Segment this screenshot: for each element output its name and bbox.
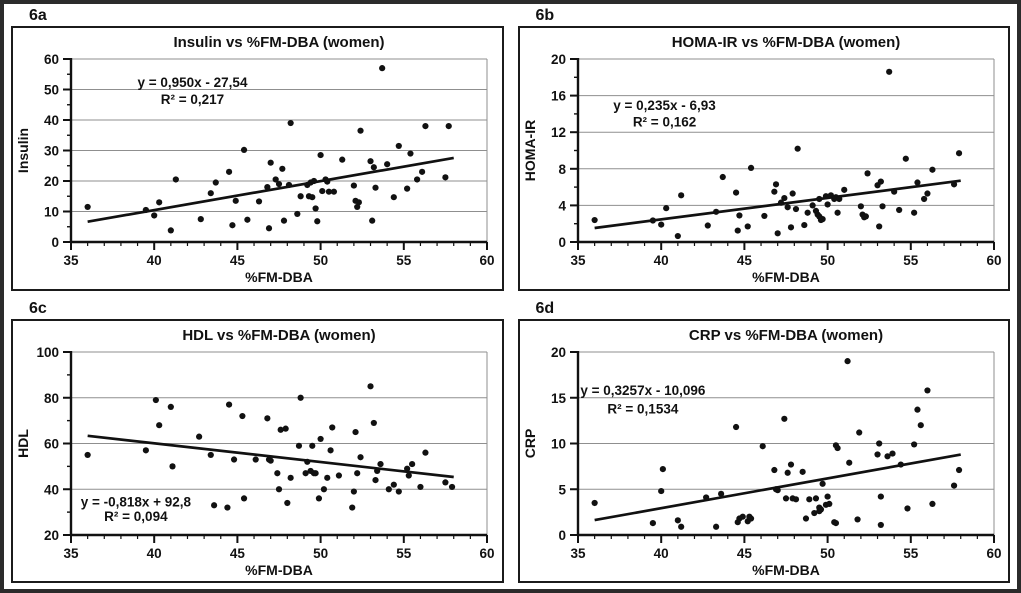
svg-text:60: 60 xyxy=(985,253,1002,268)
svg-text:60: 60 xyxy=(43,52,59,67)
svg-text:35: 35 xyxy=(63,253,79,268)
svg-text:40: 40 xyxy=(146,545,162,561)
svg-text:R² = 0,1534: R² = 0,1534 xyxy=(606,400,678,416)
svg-text:40: 40 xyxy=(43,113,59,128)
svg-text:35: 35 xyxy=(569,545,586,561)
svg-text:12: 12 xyxy=(550,125,566,141)
scatter-plot-6d xyxy=(520,321,1009,582)
panel-label-6a: 6a xyxy=(29,7,47,24)
svg-text:35: 35 xyxy=(63,545,79,561)
svg-text:20: 20 xyxy=(550,52,566,67)
svg-text:HDL vs %FM-DBA (women): HDL vs %FM-DBA (women) xyxy=(182,326,376,344)
svg-text:50: 50 xyxy=(819,253,835,268)
panel-label-6d: 6d xyxy=(535,299,555,317)
scatter-plot-6c xyxy=(13,321,502,582)
svg-text:55: 55 xyxy=(396,545,412,561)
panel-box-6d xyxy=(518,319,1011,584)
svg-text:80: 80 xyxy=(43,390,59,406)
svg-text:50: 50 xyxy=(819,545,835,561)
svg-text:R² = 0,094: R² = 0,094 xyxy=(104,508,168,524)
svg-text:55: 55 xyxy=(396,253,412,268)
panel-box-6c xyxy=(11,319,504,584)
svg-text:5: 5 xyxy=(557,481,566,497)
svg-text:60: 60 xyxy=(479,545,495,561)
svg-text:50: 50 xyxy=(313,253,329,268)
svg-text:55: 55 xyxy=(902,253,918,268)
svg-text:20: 20 xyxy=(43,174,59,189)
svg-text:%FM-DBA: %FM-DBA xyxy=(751,561,820,578)
svg-text:Insulin vs %FM-DBA (women): Insulin vs %FM-DBA (women) xyxy=(173,34,385,51)
panel-cell-6c xyxy=(4,297,511,590)
svg-text:y = 0,235x - 6,93: y = 0,235x - 6,93 xyxy=(612,98,716,114)
svg-text:y = 0,950x - 27,54: y = 0,950x - 27,54 xyxy=(137,74,248,90)
svg-text:35: 35 xyxy=(569,253,586,268)
panel-label-6c: 6c xyxy=(29,299,47,317)
svg-text:60: 60 xyxy=(985,545,1002,561)
svg-text:10: 10 xyxy=(43,204,59,220)
svg-text:Insulin: Insulin xyxy=(15,127,31,174)
svg-text:10: 10 xyxy=(550,436,566,451)
svg-text:HDL: HDL xyxy=(15,428,31,458)
svg-text:100: 100 xyxy=(36,344,59,360)
panel-box-6b xyxy=(518,26,1011,291)
svg-text:%FM-DBA: %FM-DBA xyxy=(245,561,313,578)
svg-text:40: 40 xyxy=(653,253,669,268)
svg-text:40: 40 xyxy=(146,253,162,268)
panel-cell-6b xyxy=(511,4,1018,297)
svg-text:HOMA-IR: HOMA-IR xyxy=(521,119,538,182)
svg-text:y = -0,818x + 92,8: y = -0,818x + 92,8 xyxy=(80,493,192,509)
svg-text:20: 20 xyxy=(550,344,566,360)
svg-text:CRP vs %FM-DBA (women): CRP vs %FM-DBA (women) xyxy=(688,326,883,344)
panel-cell-6a xyxy=(4,4,511,297)
svg-text:CRP: CRP xyxy=(521,428,538,458)
svg-text:50: 50 xyxy=(313,545,329,561)
svg-text:0: 0 xyxy=(557,235,566,250)
svg-text:55: 55 xyxy=(902,545,918,561)
svg-text:%FM-DBA: %FM-DBA xyxy=(245,269,313,285)
svg-text:20: 20 xyxy=(43,527,59,543)
svg-text:0: 0 xyxy=(51,235,59,250)
svg-text:60: 60 xyxy=(479,253,495,268)
svg-text:16: 16 xyxy=(550,88,566,104)
panel-cell-6d xyxy=(511,297,1018,590)
svg-text:45: 45 xyxy=(229,545,245,561)
svg-text:y = 0,3257x - 10,096: y = 0,3257x - 10,096 xyxy=(579,382,705,398)
svg-text:8: 8 xyxy=(557,161,566,177)
svg-text:15: 15 xyxy=(550,390,566,406)
svg-text:45: 45 xyxy=(229,253,245,268)
svg-text:50: 50 xyxy=(43,82,59,98)
svg-text:40: 40 xyxy=(653,545,669,561)
svg-text:0: 0 xyxy=(557,527,566,543)
svg-text:40: 40 xyxy=(43,481,59,497)
panel-box-6a xyxy=(11,26,504,291)
svg-text:45: 45 xyxy=(736,253,752,268)
svg-text:R² = 0,217: R² = 0,217 xyxy=(160,92,225,108)
panel-label-6b: 6b xyxy=(535,7,555,24)
svg-text:HOMA-IR vs %FM-DBA (women): HOMA-IR vs %FM-DBA (women) xyxy=(671,34,900,51)
scatter-plot-6b xyxy=(520,28,1009,289)
svg-text:60: 60 xyxy=(43,436,59,451)
scatter-plot-6a xyxy=(13,28,502,289)
svg-text:30: 30 xyxy=(43,143,59,159)
svg-text:45: 45 xyxy=(736,545,752,561)
svg-text:4: 4 xyxy=(557,198,566,214)
svg-text:R² = 0,162: R² = 0,162 xyxy=(632,114,696,130)
svg-text:%FM-DBA: %FM-DBA xyxy=(751,269,820,285)
